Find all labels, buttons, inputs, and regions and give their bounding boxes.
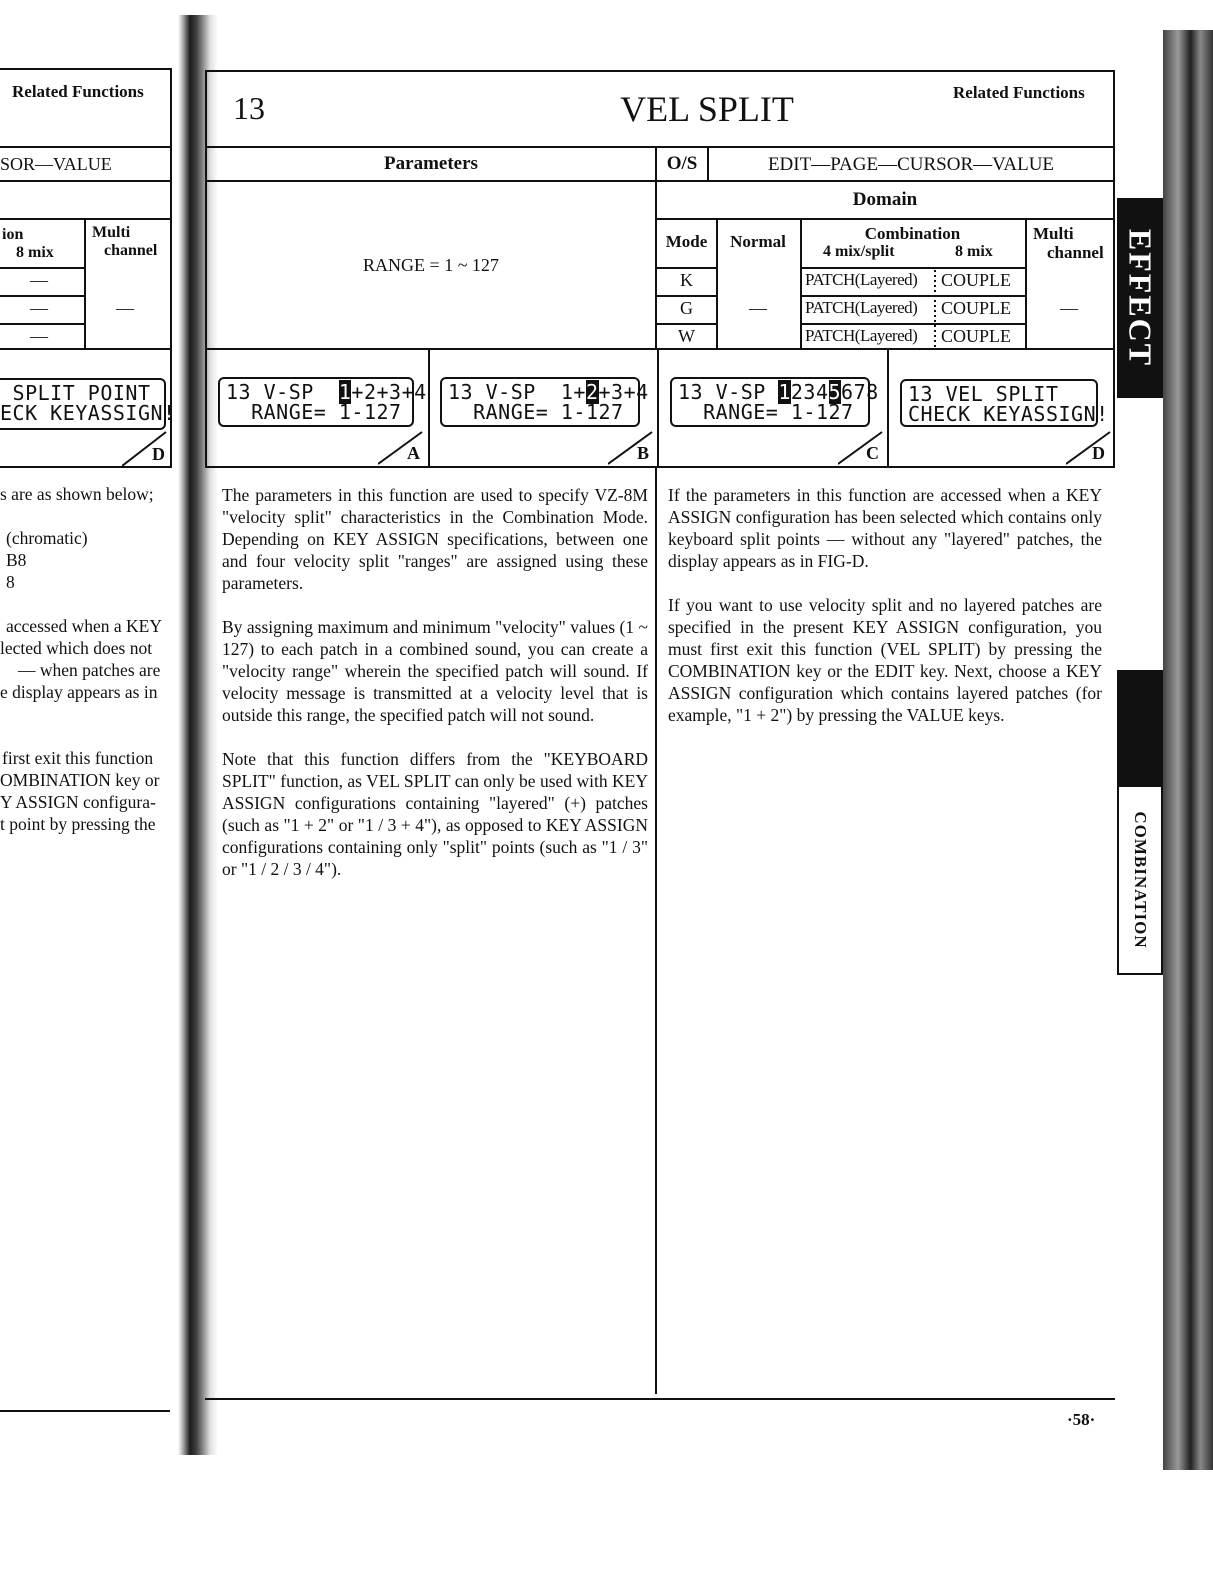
col-channel: channel [1047,243,1104,262]
domain-table [655,180,1115,350]
fig-d-line1: 13 VEL SPLIT [908,382,1059,406]
left-domain-box [0,180,172,350]
patch-layered: PATCH(Layered) [805,326,918,345]
multi-dash: — [1060,298,1078,318]
body-paragraph: The parameters in this function are used to specify VZ-8M "velocity split" characteristics in the Combination Mode. Depending on KEY ASSIGN specifications, between one and four velocity split "ranges" are assigned using these parameters. [222,485,648,593]
left-text-line: first exit this function [2,748,154,768]
fig-d-line2: CHECK KEYASSIGN! [908,402,1109,426]
tab-effect-label: EFFECT [1122,228,1159,368]
couple: COUPLE [941,326,1012,346]
body-right-column [668,484,1102,726]
couple: COUPLE [941,298,1012,318]
left-text-line: B8 [6,550,27,570]
range-text: RANGE = 1 ~ 127 [363,255,499,275]
lcd-text: 234 [790,380,829,404]
left-bottom-rule [0,1410,170,1412]
fig-b-line2: RANGE= 1-127 [448,400,624,424]
left-text-line: — when patches are [18,660,161,680]
edit-path-box [707,146,1115,182]
bottom-rule [205,1398,1115,1400]
lcd-cursor: 1 [338,380,352,404]
left-fig-label: D [152,444,165,464]
left-lcd [0,378,176,430]
left-text-line: e display appears as in [0,682,158,702]
left-col-multi: Multi [92,224,131,241]
body-paragraph: If you want to use velocity split and no layered patches are specified in the present KEY ASSIGN configuration, you must first exit this function (VEL SPLIT) by pressing the COMBINATION key or the EDIT key. Next, choose a KEY ASSIGN configuration which contains layered patches (for example, "1 + 2") by pressing the VALUE keys. [668,595,1102,725]
fig-c-line1 [678,380,879,404]
left-text-line: t point by pressing the [0,814,156,834]
left-text-line: s are as shown below; [0,484,154,504]
lcd-text: 13 V-SP 1+ [448,380,586,404]
fig-d-label: D [1092,443,1105,463]
body-paragraph: If the parameters in this function are accessed when a KEY ASSIGN configuration has been selected which contains only keyboard split points — without any "layered" patches, the display appears as in FIG-D. [668,485,1102,571]
col-8mix: 8 mix [955,243,993,260]
fig-a-line2: RANGE= 1-127 [226,400,402,424]
left-text-line: Y ASSIGN configura- [0,792,156,812]
fig-b-line1 [448,380,649,404]
page-stack-edge [1163,30,1213,1470]
patch-layered: PATCH(Layered) [805,298,918,317]
body-left-column [222,484,648,880]
range-box [205,180,657,350]
left-header-box [0,146,172,182]
col-combination: Combination [864,224,961,243]
tab-dark-strip [1117,670,1163,785]
tab-combination-label: COMBINATION [1131,811,1150,949]
lcd-text: 13 V-SP [226,380,339,404]
page-number: ·58· [1067,1410,1096,1429]
fig-d-lcd [900,379,1109,427]
parameters-header: Parameters [384,153,478,174]
fig-a-line1 [226,380,427,404]
fig-a-lcd [218,377,427,427]
left-lcd-line1: SPLIT POINT [0,381,151,405]
function-number: 13 [233,90,265,126]
lcd-cursor: 5 [828,380,842,404]
param-header-box [205,146,657,182]
left-col-channel: channel [104,242,158,259]
left-header-value: SOR—VALUE [0,154,112,174]
lcd-text: 678 [841,380,879,404]
tab-effect [1117,198,1163,398]
left-related-functions: Related Functions [12,82,144,101]
lcd-text: +2+3+4 [351,380,427,404]
left-text-line: (chromatic) [6,528,88,548]
fig-b-lcd [440,377,649,427]
lcd-cursor: 2 [585,380,599,404]
normal-dash: — [749,298,767,318]
col-normal: Normal [730,232,786,251]
fig-d-corner [1066,430,1114,466]
os-header-box [655,146,709,182]
edit-path: EDIT—PAGE—CURSOR—VALUE [767,154,1055,175]
left-dash-multi: — [116,298,134,318]
left-text-line: lected which does not [0,638,153,658]
body-paragraph: By assigning maximum and minimum "velocity" values (1 ~ 127) to each patch in a combined sound, you can create a "velocity range" wherein the specified patch will sound. If velocity message is transmitted at a velocity level that is outside this range, the specified patch will not sound. [222,617,648,725]
fig-b-label: B [637,443,650,463]
left-dash-3: — [30,326,48,346]
domain-header: Domain [852,189,918,210]
mode-g: G [680,298,693,318]
col-mode: Mode [665,232,708,251]
col-4mix-split: 4 mix/split [823,243,895,260]
body-paragraph: Note that this function differs from the "KEYBOARD SPLIT" function, as VEL SPLIT can only be used with KEY ASSIGN configurations containing "layered" (+) patches (such as "1 + 2" or "1 / 3 + 4"), as opposed to KEY ASSIGN configurations containing only "split" points (such as "1 / 3" or "1 / 2 / 3 / 4"). [222,749,648,879]
title-box [205,70,1115,148]
fig-c-lcd [670,377,879,427]
left-figure-box [0,348,176,468]
left-related-box [0,68,172,148]
lcd-text: +3+4 [598,380,649,404]
related-functions: Related Functions [953,83,1085,102]
fig-c-label: C [866,443,879,463]
fig-c-line2: RANGE= 1-127 [678,400,854,424]
couple: COUPLE [941,270,1012,290]
left-text-line: OMBINATION key or [0,770,160,790]
patch-layered: PATCH(Layered) [805,270,918,289]
left-lcd-line2: ECK KEYASSIGN! [0,401,176,425]
left-col-8mix: 8 mix [16,244,54,261]
dotted-separator [933,268,937,350]
left-dash-1: — [30,270,48,290]
mode-w: W [678,326,695,346]
column-divider [655,466,657,1394]
mode-k: K [680,270,693,290]
left-text-line: accessed when a KEY [6,616,162,636]
left-text-line: 8 [6,572,15,592]
lcd-cursor: 1 [778,380,791,404]
os-header: O/S [666,153,698,174]
fig-a-label: A [407,443,420,463]
col-multi: Multi [1033,224,1074,243]
lcd-text: 13 V-SP [678,380,779,404]
left-col-ion: ion [2,226,24,243]
page-title: VEL SPLIT [620,89,794,129]
left-dash-2: — [30,298,48,318]
tab-combination [1117,785,1163,975]
